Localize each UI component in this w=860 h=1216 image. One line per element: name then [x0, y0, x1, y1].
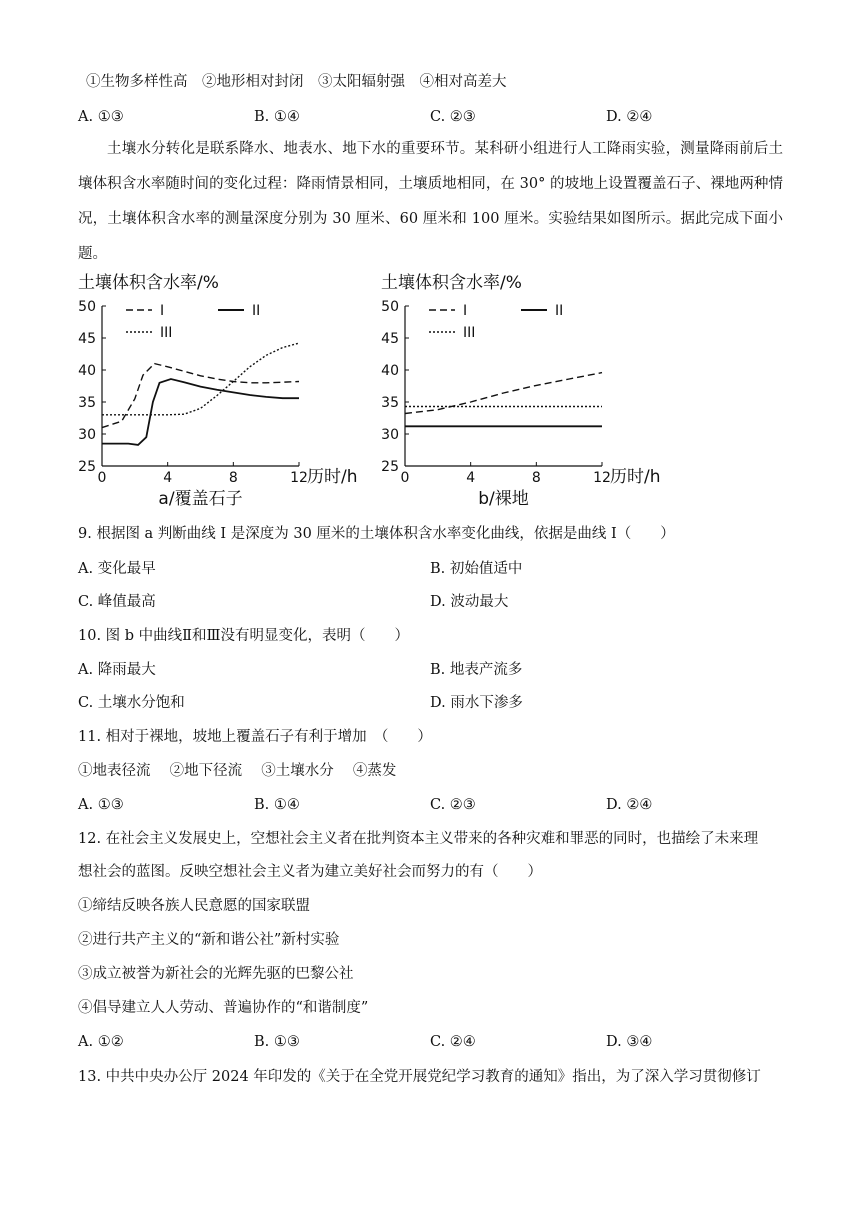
chart-caption-a: a/覆盖石子 [158, 489, 243, 509]
q8-option-a[interactable]: A. ①③ [78, 109, 124, 125]
q12-item-2: ②进行共产主义的“新和谐公社”新村实验 [78, 932, 340, 948]
x-tick-label-b-8: 8 [531, 470, 541, 486]
y-tick-label-b-35: 35 [381, 395, 399, 411]
charts-figure [0, 270, 860, 510]
q8-option-b[interactable]: B. ①④ [254, 109, 300, 125]
x-tick-label-a-12: 12 [290, 470, 308, 486]
q10-option-a[interactable]: A. 降雨最大 [78, 662, 156, 678]
series-line-b-I [405, 373, 602, 414]
legend-label-a-I: I [160, 303, 165, 319]
q12-option-c[interactable]: C. ②④ [430, 1034, 476, 1050]
passage [78, 132, 783, 272]
q11-option-c[interactable]: C. ②③ [430, 797, 476, 813]
legend-label-b-I: I [463, 303, 468, 319]
y-axis-title-a: 土壤体积含水率/% [78, 273, 219, 293]
q10-option-b[interactable]: B. 地表产流多 [430, 662, 523, 678]
x-axis-title-a: 历时/h [307, 467, 358, 487]
series-line-a-I [102, 364, 299, 428]
y-tick-label-b-30: 30 [381, 427, 399, 443]
x-tick-label-b-0: 0 [400, 470, 410, 486]
q12-stem-line2: 想社会的蓝图。反映空想社会主义者为建立美好社会而努力的有（ ） [78, 864, 542, 880]
q9-option-c[interactable]: C. 峰值最高 [78, 594, 156, 610]
q8-option-c[interactable]: C. ②③ [430, 109, 476, 125]
q12-option-b[interactable]: B. ①③ [254, 1034, 300, 1050]
q13-stem: 13. 中共中央办公厅 2024 年印发的《关于在全党开展党纪学习教育的通知》指出，为了深入学习贯彻修订 [78, 1069, 761, 1085]
y-tick-label-a-40: 40 [78, 363, 96, 379]
q12-option-a[interactable]: A. ①② [78, 1034, 124, 1050]
q9-option-a[interactable]: A. 变化最早 [78, 561, 156, 577]
y-tick-label-b-25: 25 [381, 459, 399, 475]
y-tick-label-b-45: 45 [381, 331, 399, 347]
q10-stem: 10. 图 b 中曲线Ⅱ和Ⅲ没有明显变化，表明（ ） [78, 628, 410, 644]
legend-label-b-II: II [555, 303, 564, 319]
passage-text: 土壤水分转化是联系降水、地表水、地下水的重要环节。某科研小组进行人工降雨实验，测量降雨前后土壤体积含水率随时间的变化过程：降雨情景相同，土壤质地相同，在 30° 的坡地上设置覆盖石子、裸地两种情况，土壤体积含水率的测量深度分别为 30 厘米、60 厘米和 100 厘米。实验结果如图所示。据此完成下面小题。 [78, 141, 783, 262]
x-tick-label-b-12: 12 [593, 470, 611, 486]
chart-a-covered-stones [78, 273, 358, 509]
legend-label-a-II: II [252, 303, 261, 319]
x-tick-label-b-4: 4 [466, 470, 476, 486]
y-tick-label-b-50: 50 [381, 299, 399, 315]
legend-label-a-III: III [160, 325, 173, 341]
y-tick-label-b-40: 40 [381, 363, 399, 379]
chart-b-bare-land [381, 273, 661, 509]
y-axis-title-b: 土壤体积含水率/% [381, 273, 522, 293]
x-tick-label-a-4: 4 [163, 470, 173, 486]
q11-option-d[interactable]: D. ②④ [606, 797, 653, 813]
x-axis-title-b: 历时/h [610, 467, 661, 487]
q9-option-d[interactable]: D. 波动最大 [430, 594, 509, 610]
y-tick-label-a-35: 35 [78, 395, 96, 411]
q11-option-a[interactable]: A. ①③ [78, 797, 124, 813]
y-tick-label-a-25: 25 [78, 459, 96, 475]
q11-option-b[interactable]: B. ①④ [254, 797, 300, 813]
q8-items: ①生物多样性高 ②地形相对封闭 ③太阳辐射强 ④相对高差大 [86, 74, 507, 90]
legend-label-b-III: III [463, 325, 476, 341]
q12-item-1: ①缔结反映各族人民意愿的国家联盟 [78, 898, 310, 914]
q12-stem-line1: 12. 在社会主义发展史上，空想社会主义者在批判资本主义带来的各种灾难和罪恶的同时，也描绘了未来理 [78, 831, 759, 847]
q11-items: ①地表径流 ②地下径流 ③土壤水分 ④蒸发 [78, 763, 397, 779]
q12-item-4: ④倡导建立人人劳动、普遍协作的“和谐制度” [78, 1000, 369, 1016]
chart-caption-b: b/裸地 [478, 489, 529, 509]
q10-option-c[interactable]: C. 土壤水分饱和 [78, 695, 185, 711]
q12-item-3: ③成立被誉为新社会的光辉先驱的巴黎公社 [78, 966, 354, 982]
y-tick-label-a-30: 30 [78, 427, 96, 443]
series-line-a-II [102, 379, 299, 445]
q10-option-d[interactable]: D. 雨水下渗多 [430, 695, 523, 711]
q8-option-d[interactable]: D. ②④ [606, 109, 653, 125]
q11-stem: 11. 相对于裸地，坡地上覆盖石子有利于增加 （ ） [78, 729, 432, 745]
series-line-a-III [102, 343, 299, 415]
q12-option-d[interactable]: D. ③④ [606, 1034, 653, 1050]
y-tick-label-a-45: 45 [78, 331, 96, 347]
q9-option-b[interactable]: B. 初始值适中 [430, 561, 523, 577]
x-tick-label-a-8: 8 [228, 470, 238, 486]
y-tick-label-a-50: 50 [78, 299, 96, 315]
q9-stem: 9. 根据图 a 判断曲线 I 是深度为 30 厘米的土壤体积含水率变化曲线，依据是曲线 I（ ） [78, 526, 675, 542]
x-tick-label-a-0: 0 [97, 470, 107, 486]
